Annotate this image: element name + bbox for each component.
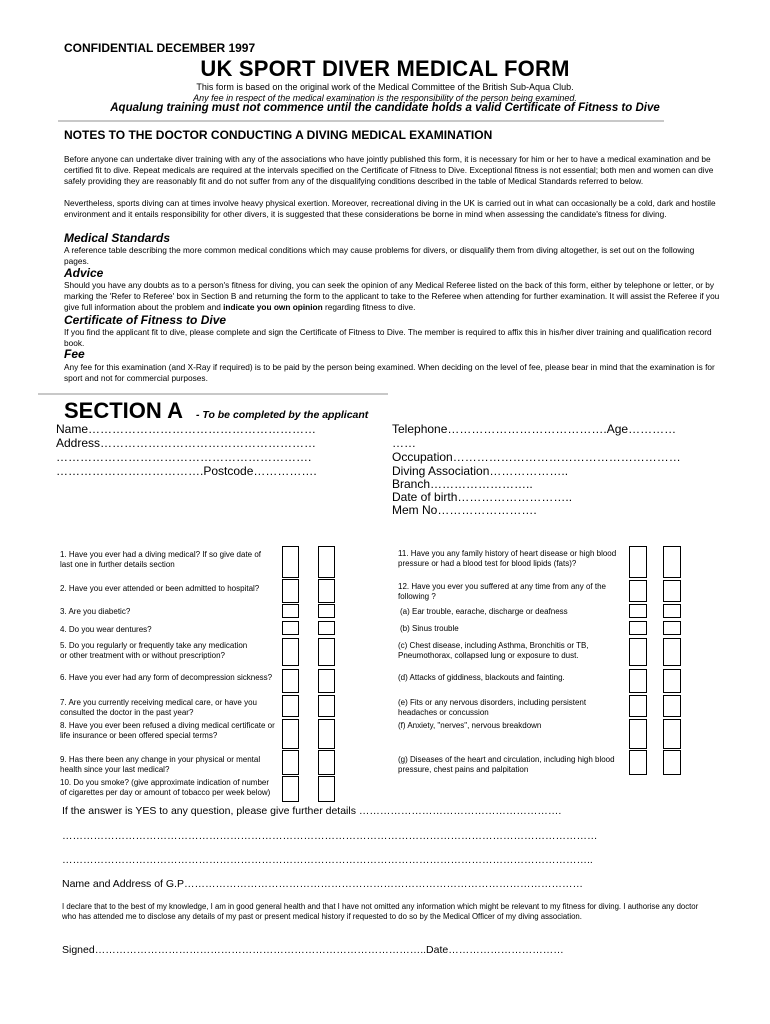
- q5-no-checkbox[interactable]: [318, 638, 335, 666]
- q12c-no-checkbox[interactable]: [663, 638, 681, 666]
- q9-no-checkbox[interactable]: [318, 750, 335, 775]
- q12d-yes-checkbox[interactable]: [629, 669, 647, 693]
- question-10: 10. Do you smoke? (give approximate indication of number of cigarettes per day or amount of tobacco per week below): [60, 778, 271, 797]
- telephone-continuation[interactable]: ……: [392, 436, 416, 450]
- training-warning: Aqualung training must not commence until the candidate holds a valid Certificate of Fitness to Dive: [110, 102, 660, 114]
- q6-yes-checkbox[interactable]: [282, 669, 299, 693]
- divider: [38, 393, 388, 395]
- q12f-yes-checkbox[interactable]: [629, 719, 647, 749]
- date-of-birth-field[interactable]: Date of birth………………………..: [392, 490, 573, 504]
- signature-date-field[interactable]: Signed…………………………………………………………………………………..Date……………………………: [62, 944, 564, 956]
- q12b-yes-checkbox[interactable]: [629, 621, 647, 635]
- divider: [58, 120, 664, 122]
- q1-yes-checkbox[interactable]: [282, 546, 299, 578]
- question-12c: (c) Chest disease, including Asthma, Bronchitis or TB, Pneumothorax, collapsed lung or exposure to dust.: [398, 641, 589, 660]
- q10-yes-checkbox[interactable]: [282, 776, 299, 802]
- form-origin-note: This form is based on the original work of the Medical Committee of the British Sub-Aqua Club.: [196, 82, 574, 92]
- q11-yes-checkbox[interactable]: [629, 546, 647, 578]
- advice-text-bold: indicate you own opinion: [223, 302, 323, 312]
- declaration-text: I declare that to the best of my knowledge, I am in good general health and that I have not omitted any information which might be relevant to my fitness for diving. I authorise any doctor who has attended me to disclose any details of my past or present medical history if requested to do so by the Medical Officer of my diving association.: [62, 902, 699, 921]
- q12-no-checkbox[interactable]: [663, 580, 681, 602]
- q2-no-checkbox[interactable]: [318, 579, 335, 603]
- advice-text-part2: regarding fitness to dive.: [322, 302, 416, 312]
- q12e-yes-checkbox[interactable]: [629, 695, 647, 717]
- q12b-no-checkbox[interactable]: [663, 621, 681, 635]
- advice-heading: Advice: [64, 266, 104, 280]
- q3-no-checkbox[interactable]: [318, 604, 335, 618]
- question-8: 8. Have you ever been refused a diving medical certificate or life insurance or been offered special terms?: [60, 721, 275, 740]
- advice-text: [64, 280, 720, 313]
- q12g-yes-checkbox[interactable]: [629, 750, 647, 775]
- address-line-2-field[interactable]: ……………………………………………………….: [56, 450, 312, 464]
- medical-standards-text: A reference table describing the more common medical conditions which may cause problems for divers, or disqualify them from diving altogether, is set out on the following pages.: [64, 245, 695, 266]
- q3-yes-checkbox[interactable]: [282, 604, 299, 618]
- occupation-field[interactable]: Occupation…………………………………………………: [392, 450, 681, 464]
- q12f-no-checkbox[interactable]: [663, 719, 681, 749]
- medical-standards-heading: Medical Standards: [64, 231, 171, 245]
- question-12: 12. Have you ever you suffered at any time from any of the following ?: [398, 582, 606, 601]
- q9-yes-checkbox[interactable]: [282, 750, 299, 775]
- question-12a: (a) Ear trouble, earache, discharge or deafness: [400, 607, 568, 616]
- advice-text-part1: Should you have any doubts as to a person's fitness for diving, you can seek the opinion of any Medical Referee listed on the back of this form, either by telephone or letter, or by marking the 'Refer to Referee' box in Section B and returning the form to the applicant to take to the Referee when attending for further examination. It will assist the Referee if you give full information about the problem and: [64, 280, 720, 312]
- certificate-heading: Certificate of Fitness to Dive: [64, 313, 227, 327]
- name-field[interactable]: Name…………………………………………………: [56, 422, 317, 436]
- q8-yes-checkbox[interactable]: [282, 719, 299, 749]
- q8-no-checkbox[interactable]: [318, 719, 335, 749]
- q12a-yes-checkbox[interactable]: [629, 604, 647, 618]
- question-12g: (g) Diseases of the heart and circulation, including high blood pressure, chest pains and palpitation: [398, 755, 615, 774]
- question-12b: (b) Sinus trouble: [400, 624, 459, 633]
- postcode-field[interactable]: ……………………………….Postcode…………….: [56, 464, 317, 478]
- q12a-no-checkbox[interactable]: [663, 604, 681, 618]
- further-details-line-3[interactable]: ……………………………………………………………………………………………………………………………………..: [62, 854, 593, 866]
- confidential-label: CONFIDENTIAL DECEMBER 1997: [64, 41, 256, 55]
- question-6: 6. Have you ever had any form of decompression sickness?: [60, 673, 273, 682]
- form-title: UK SPORT DIVER MEDICAL FORM: [200, 56, 570, 81]
- notes-paragraph-2: Nevertheless, sports diving can at times involve heavy physical exertion. Moreover, recreational diving in the UK is carried out in what can occasionally be a cold, dark and hostile environment and it entails responsibility for other divers, it is suggested that these considerations be borne in mind when assessing the candidate's fitness for diving.: [64, 198, 716, 219]
- question-12e: (e) Fits or any nervous disorders, including persistent headaches or concussion: [398, 698, 587, 717]
- q7-yes-checkbox[interactable]: [282, 695, 299, 717]
- q12-yes-checkbox[interactable]: [629, 580, 647, 602]
- q12g-no-checkbox[interactable]: [663, 750, 681, 775]
- fee-note: Any fee in respect of the medical examination is the responsibility of the person being examined.: [193, 93, 577, 103]
- branch-field[interactable]: Branch……………………..: [392, 477, 533, 491]
- q12d-no-checkbox[interactable]: [663, 669, 681, 693]
- section-a-subtitle: - To be completed by the applicant: [196, 409, 369, 421]
- q7-no-checkbox[interactable]: [318, 695, 335, 717]
- address-field[interactable]: Address………………………………………………: [56, 436, 317, 450]
- q6-no-checkbox[interactable]: [318, 669, 335, 693]
- question-2: 2. Have you ever attended or been admitted to hospital?: [60, 584, 260, 593]
- q4-no-checkbox[interactable]: [318, 621, 335, 635]
- q2-yes-checkbox[interactable]: [282, 579, 299, 603]
- q5-yes-checkbox[interactable]: [282, 638, 299, 666]
- q12e-no-checkbox[interactable]: [663, 695, 681, 717]
- further-details-field[interactable]: If the answer is YES to any question, please give further details ………………………………………………….: [62, 805, 562, 817]
- q10-no-checkbox[interactable]: [318, 776, 335, 802]
- q4-yes-checkbox[interactable]: [282, 621, 299, 635]
- question-1: 1. Have you ever had a diving medical? If so give date of last one in further details section: [60, 550, 262, 569]
- gp-name-address-field[interactable]: Name and Address of G.P……………………………………………………………………………………………………: [62, 878, 583, 890]
- q1-no-checkbox[interactable]: [318, 546, 335, 578]
- notes-heading: NOTES TO THE DOCTOR CONDUCTING A DIVING MEDICAL EXAMINATION: [64, 128, 493, 142]
- fee-text: Any fee for this examination (and X-Ray if required) is to be paid by the person being examined. When deciding on the level of fee, please bear in mind that the examination is for sport and not for commercial purposes.: [64, 362, 715, 383]
- question-9: 9. Has there been any change in your physical or mental health since your last medical?: [60, 755, 261, 774]
- fee-heading: Fee: [64, 347, 85, 361]
- question-3: 3. Are you diabetic?: [60, 607, 131, 616]
- q12c-yes-checkbox[interactable]: [629, 638, 647, 666]
- diving-association-field[interactable]: Diving Association………………..: [392, 464, 569, 478]
- further-details-line-2[interactable]: ………………………………………………………………………………………………………………………………………: [62, 830, 598, 842]
- question-12d: (d) Attacks of giddiness, blackouts and fainting.: [398, 673, 565, 682]
- q11-no-checkbox[interactable]: [663, 546, 681, 578]
- question-12f: (f) Anxiety, "nerves", nervous breakdown: [398, 721, 542, 730]
- section-a-title: SECTION A: [64, 398, 183, 423]
- membership-number-field[interactable]: Mem No…………………….: [392, 503, 537, 517]
- notes-paragraph-1: Before anyone can undertake diver training with any of the associations who have jointly published this form, it is necessary for him or her to have a medical examination and be certified fit to dive. Repeat medicals are required at the intervals specified on the Certificate of Fitness to Dive. Exceptional fitness is not essential; both men and women can dive safely providing they are reasonably fit and do not suffer from any of the disqualifying conditions described in the table of Medical Standards referred to below.: [64, 154, 714, 186]
- question-5: 5. Do you regularly or frequently take any medication or other treatment with or without prescription?: [60, 641, 248, 660]
- question-7: 7. Are you currently receiving medical care, or have you consulted the doctor in the past year?: [60, 698, 257, 717]
- question-11: 11. Have you any family history of heart disease or high blood pressure or had a blood test for blood lipids (fats)?: [398, 549, 617, 568]
- telephone-age-field[interactable]: Telephone………………………………….Age…………: [392, 422, 677, 436]
- question-4: 4. Do you wear dentures?: [60, 625, 152, 634]
- certificate-text: If you find the applicant fit to dive, please complete and sign the Certificate of Fitness to Dive. The member is required to affix this in his/her diver training and qualification record book.: [64, 327, 712, 348]
